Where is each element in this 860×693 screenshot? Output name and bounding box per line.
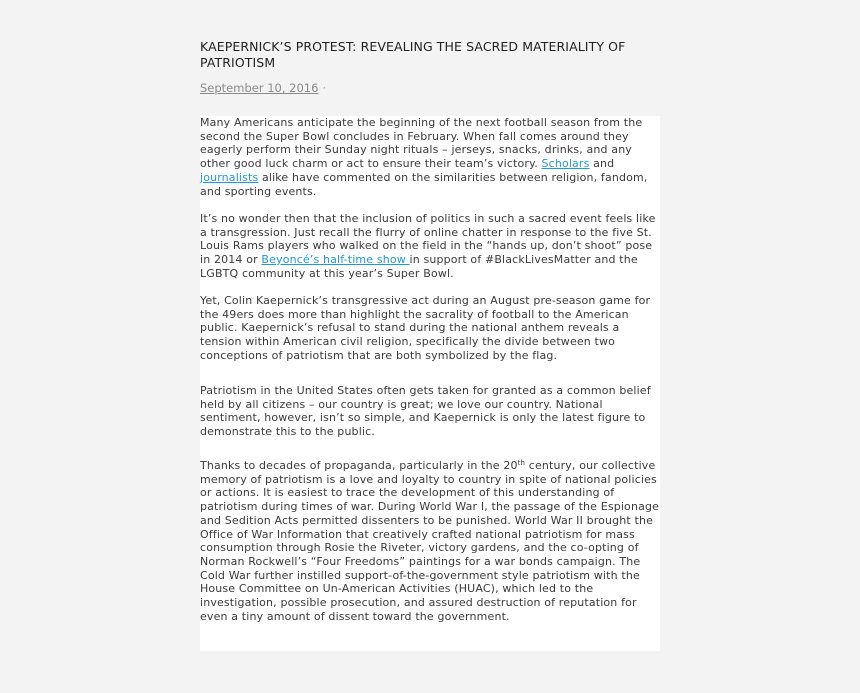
paragraph-5-text-a: Thanks to decades of propaganda, particularly in the 20 xyxy=(200,459,518,472)
paragraph-1-text-c: alike have commented on the similarities between religion, fandom, and sporting events. xyxy=(200,170,648,198)
superscript-th: th xyxy=(517,459,526,467)
meta-separator: · xyxy=(322,81,327,95)
article-title: KAEPERNICK’S PROTEST: REVEALING THE SACRED MATERIALITY OF PATRIOTISM xyxy=(200,39,626,70)
paragraph-5 xyxy=(200,459,660,623)
paragraph-1 xyxy=(200,116,660,198)
paragraph-1-text-b: and xyxy=(589,157,615,171)
paragraph-2 xyxy=(200,212,660,281)
article-meta xyxy=(200,81,326,95)
paragraph-2-text-b: in support of #BlackLivesMatter and the LGBTQ community at this year’s Super Bowl. xyxy=(200,253,638,280)
paragraph-2-text-a: It’s no wonder then that the inclusion of politics in such a sacred event feels like a transgression. Just recall the flurry of online chatter in response to the five St. Louis Rams players who walked on the field in the “hands up, don’t shoot” pose in 2014 or xyxy=(200,212,656,267)
paragraph-3: Yet, Colin Kaepernick’s transgressive act during an August pre-season game for the 49ers does more than highlight the sacrality of football to the American public. Kaepernick’s refusal to stand during the national anthem reveals a tension within American civil religion, specifically the divide between two conceptions of patriotism that are both symbolized by the flag. xyxy=(200,294,651,362)
journalists-link[interactable]: journalists xyxy=(200,170,259,184)
article-body xyxy=(200,116,660,651)
paragraph-4: Patriotism in the United States often gets taken for granted as a common belief held by all citizens – our country is great; we love our country. National sentiment, however, isn’t so simple, and Kaepernick is only the latest figure to demonstrate this to the public. xyxy=(200,384,651,439)
article-date-link[interactable]: September 10, 2016 xyxy=(200,81,319,95)
paragraph-1-text-a: Many Americans anticipate the beginning of the next football season from the second the Super Bowl concludes in February. When fall comes around they eagerly perform their Sunday night rituals – jerseys, snacks, drinks, and any other good luck charm or act to ensure their team’s victory. xyxy=(200,116,643,171)
paragraph-5-text-b: century, our collective memory of patriotism is a love and loyalty to country in spite of national policies or actions. It is easiest to trace the development of this understanding of patriotism during times of war. During World War I, the passage of the Espionage and Sedition Acts permitted dissenters to be punished. World War II brought the Office of War Information that creatively crafted national patriotism for mass consumption through Rosie the Riveter, victory gardens, and the co-opting of Norman Rockwell’s “Four Freedoms” paintings for a war bonds campaign. The Cold War further instilled support-of-the-government style patriotism with the House Committee on Un-American Activities (HUAC), which led to the investigation, possible prosecution, and assured destruction of reputation for even a tiny amount of dissent toward the government. xyxy=(200,459,660,623)
scholars-link[interactable]: Scholars xyxy=(541,157,590,171)
beyonce-halftime-link[interactable]: Beyoncé’s half-time show xyxy=(261,253,410,267)
